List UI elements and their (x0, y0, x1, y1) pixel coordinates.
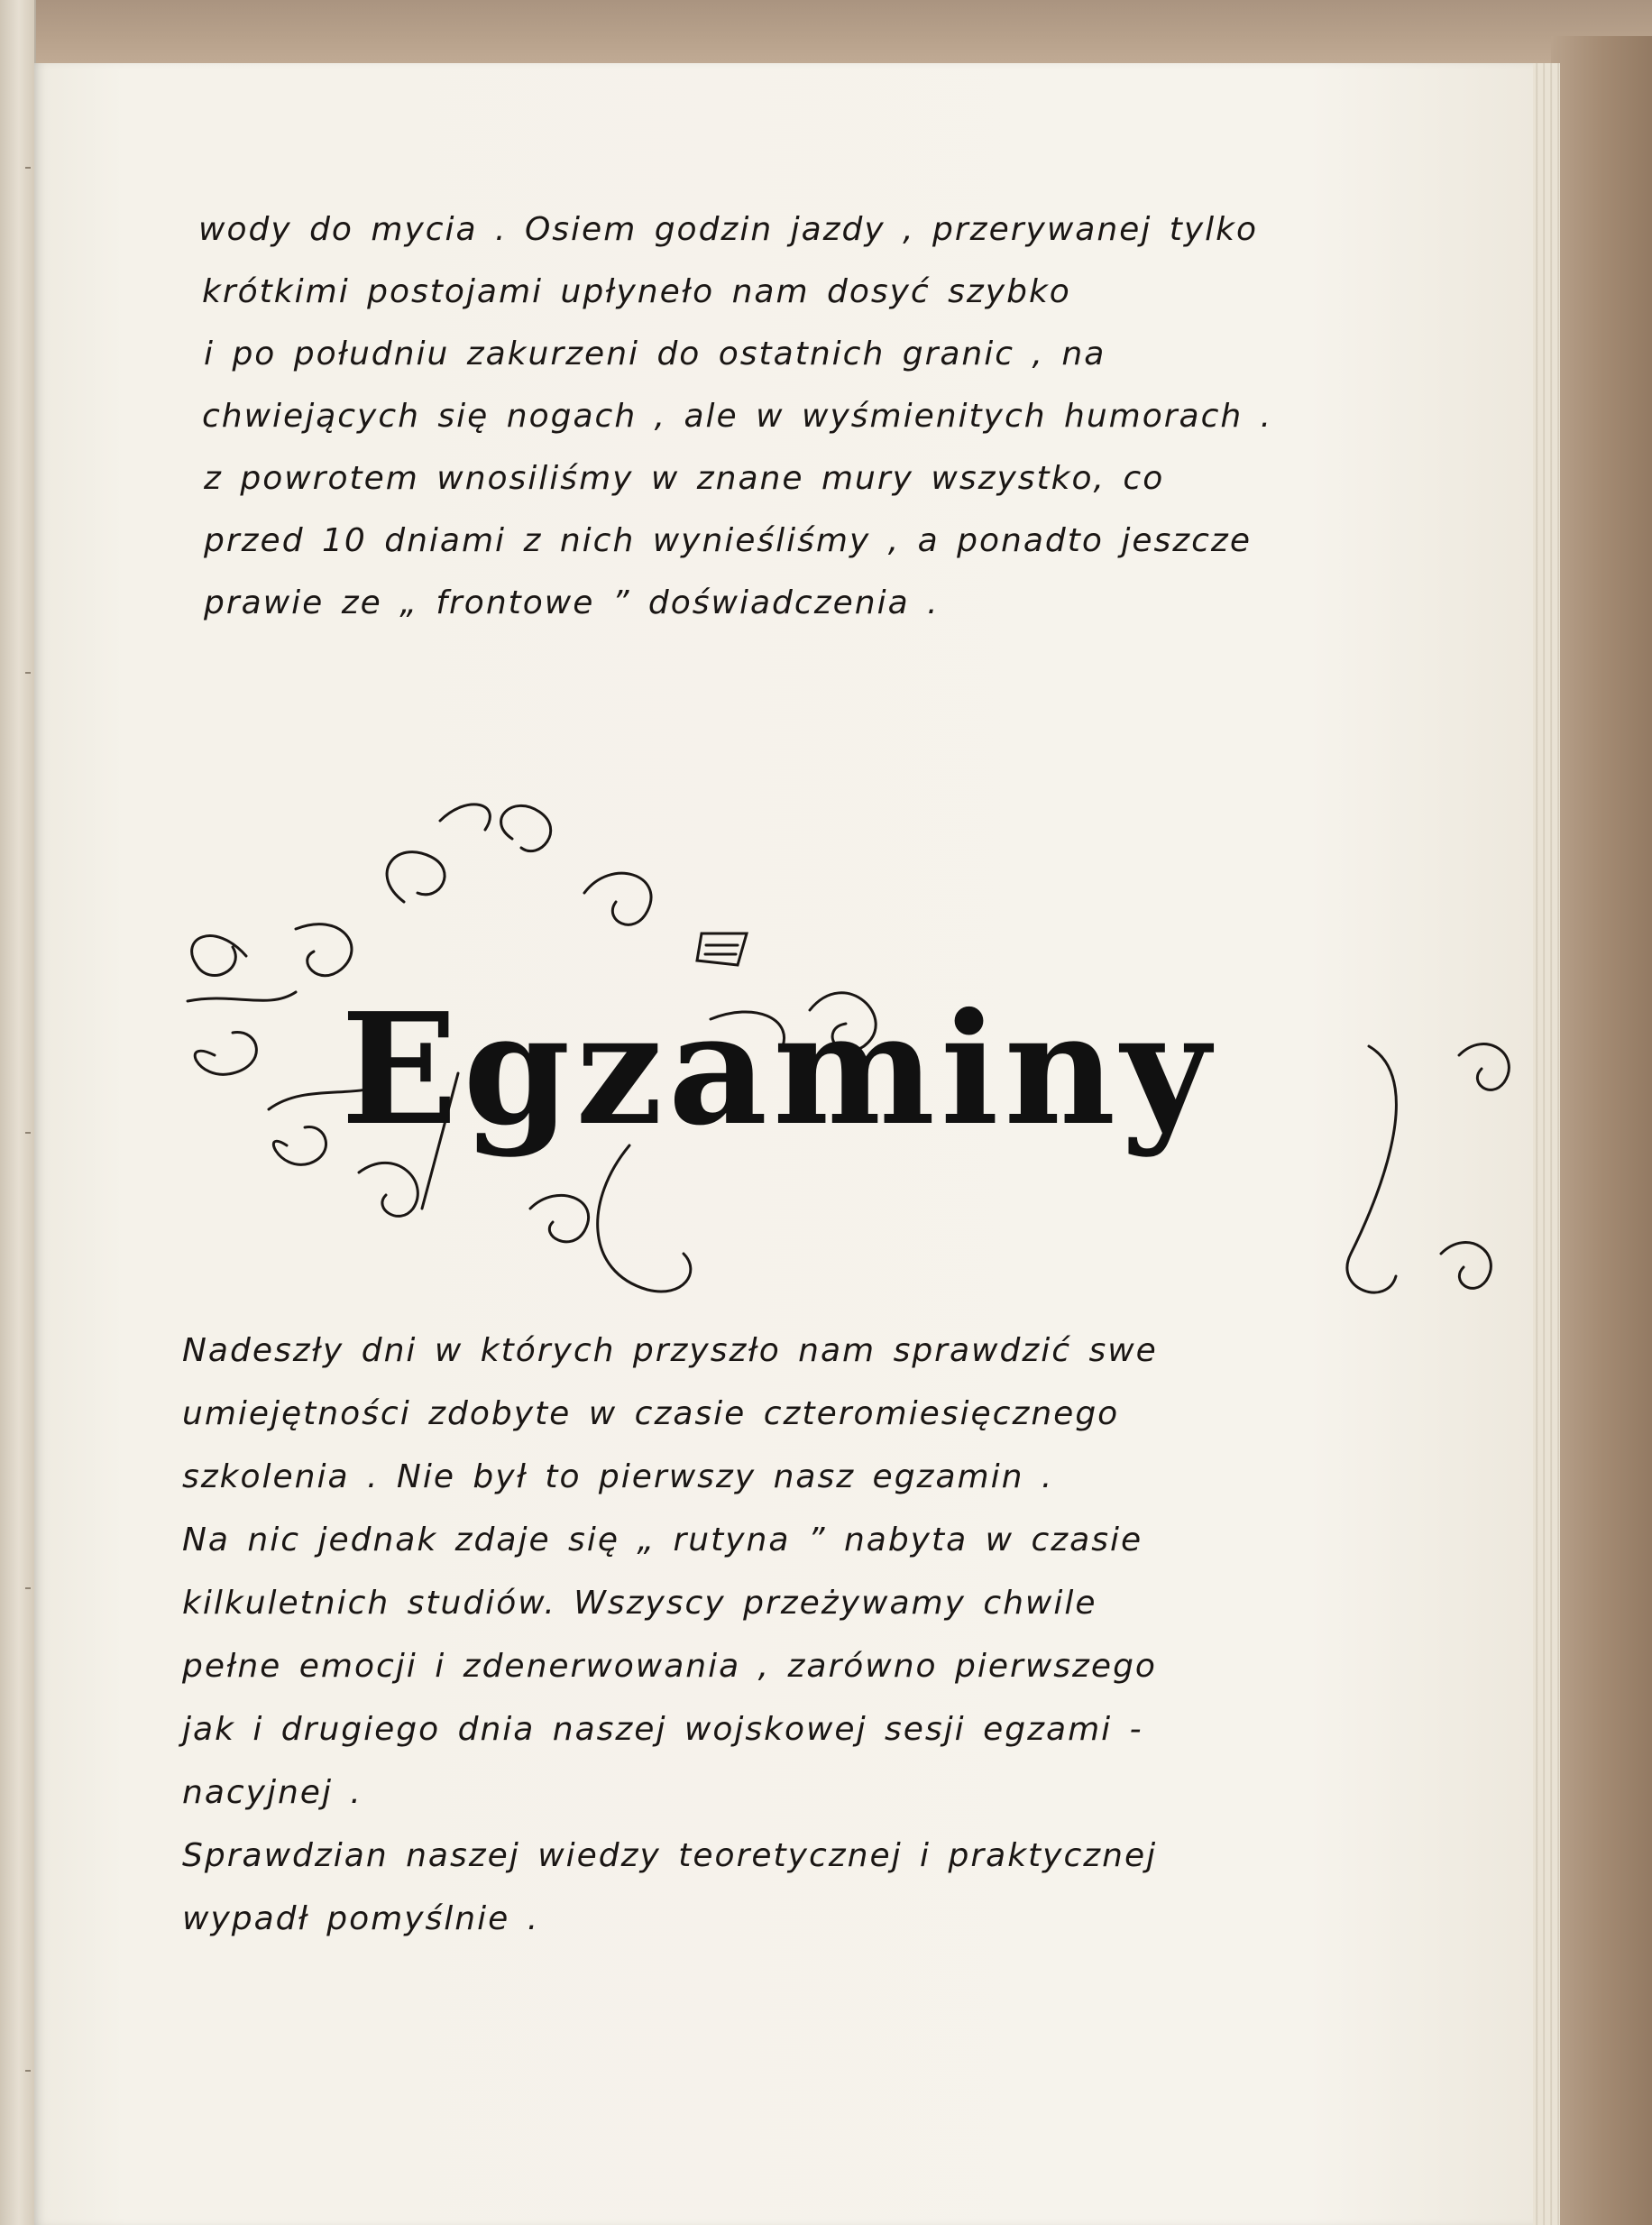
binding-stitch-marks (25, 0, 29, 2225)
paragraph-top (170, 198, 1272, 634)
text-line: umiejętności zdobyte w czasie czteromiesięcznego (182, 1395, 1120, 1432)
paragraph-bottom (153, 1319, 1158, 1951)
text-line: krótkimi postojami upłyneło nam dosyć szybko (202, 273, 1071, 310)
text-line: Sprawdzian naszej wiedzy teoretycznej i praktycznej (182, 1837, 1158, 1874)
text-line: i po południu zakurzeni do ostatnich granic , na (204, 336, 1106, 372)
text-line: Nadeszły dni w których przyszło nam sprawdzić swe (182, 1332, 1158, 1369)
text-line: jak i drugiego dnia naszej wojskowej sesji egzami - (182, 1711, 1143, 1748)
text-line: szkolenia . Nie był to pierwszy nasz egzamin . (182, 1458, 1054, 1495)
decorative-heading (161, 785, 1513, 1326)
text-line: wypadł pomyślnie . (182, 1900, 540, 1937)
book-back-cover (1551, 36, 1652, 2225)
heading-egzaminy: Egzaminy (341, 979, 1216, 1160)
text-line: wody do mycia . Osiem godzin jazdy , przerywanej tylko (198, 211, 1259, 248)
book-cover-top (34, 0, 1652, 63)
book-binding-edge (0, 0, 36, 2225)
text-line: z powrotem wnosiliśmy w znane mury wszystko, co (204, 460, 1165, 497)
text-line: pełne emocji i zdenerwowania , zarówno pierwszego (182, 1648, 1157, 1685)
text-line: Na nic jednak zdaje się „ rutyna ” nabyta w czasie (182, 1522, 1143, 1558)
text-line: chwiejących się nogach , ale w wyśmienitych humorach . (202, 398, 1273, 435)
notebook-page (34, 63, 1533, 2225)
text-line: nacyjnej . (182, 1774, 363, 1811)
text-line: kilkuletnich studiów. Wszyscy przeżywamy chwile (182, 1585, 1097, 1622)
text-line: prawie ze „ frontowe ” doświadczenia . (204, 584, 940, 621)
text-line: przed 10 dniami z nich wynieśliśmy , a ponadto jeszcze (204, 522, 1252, 559)
